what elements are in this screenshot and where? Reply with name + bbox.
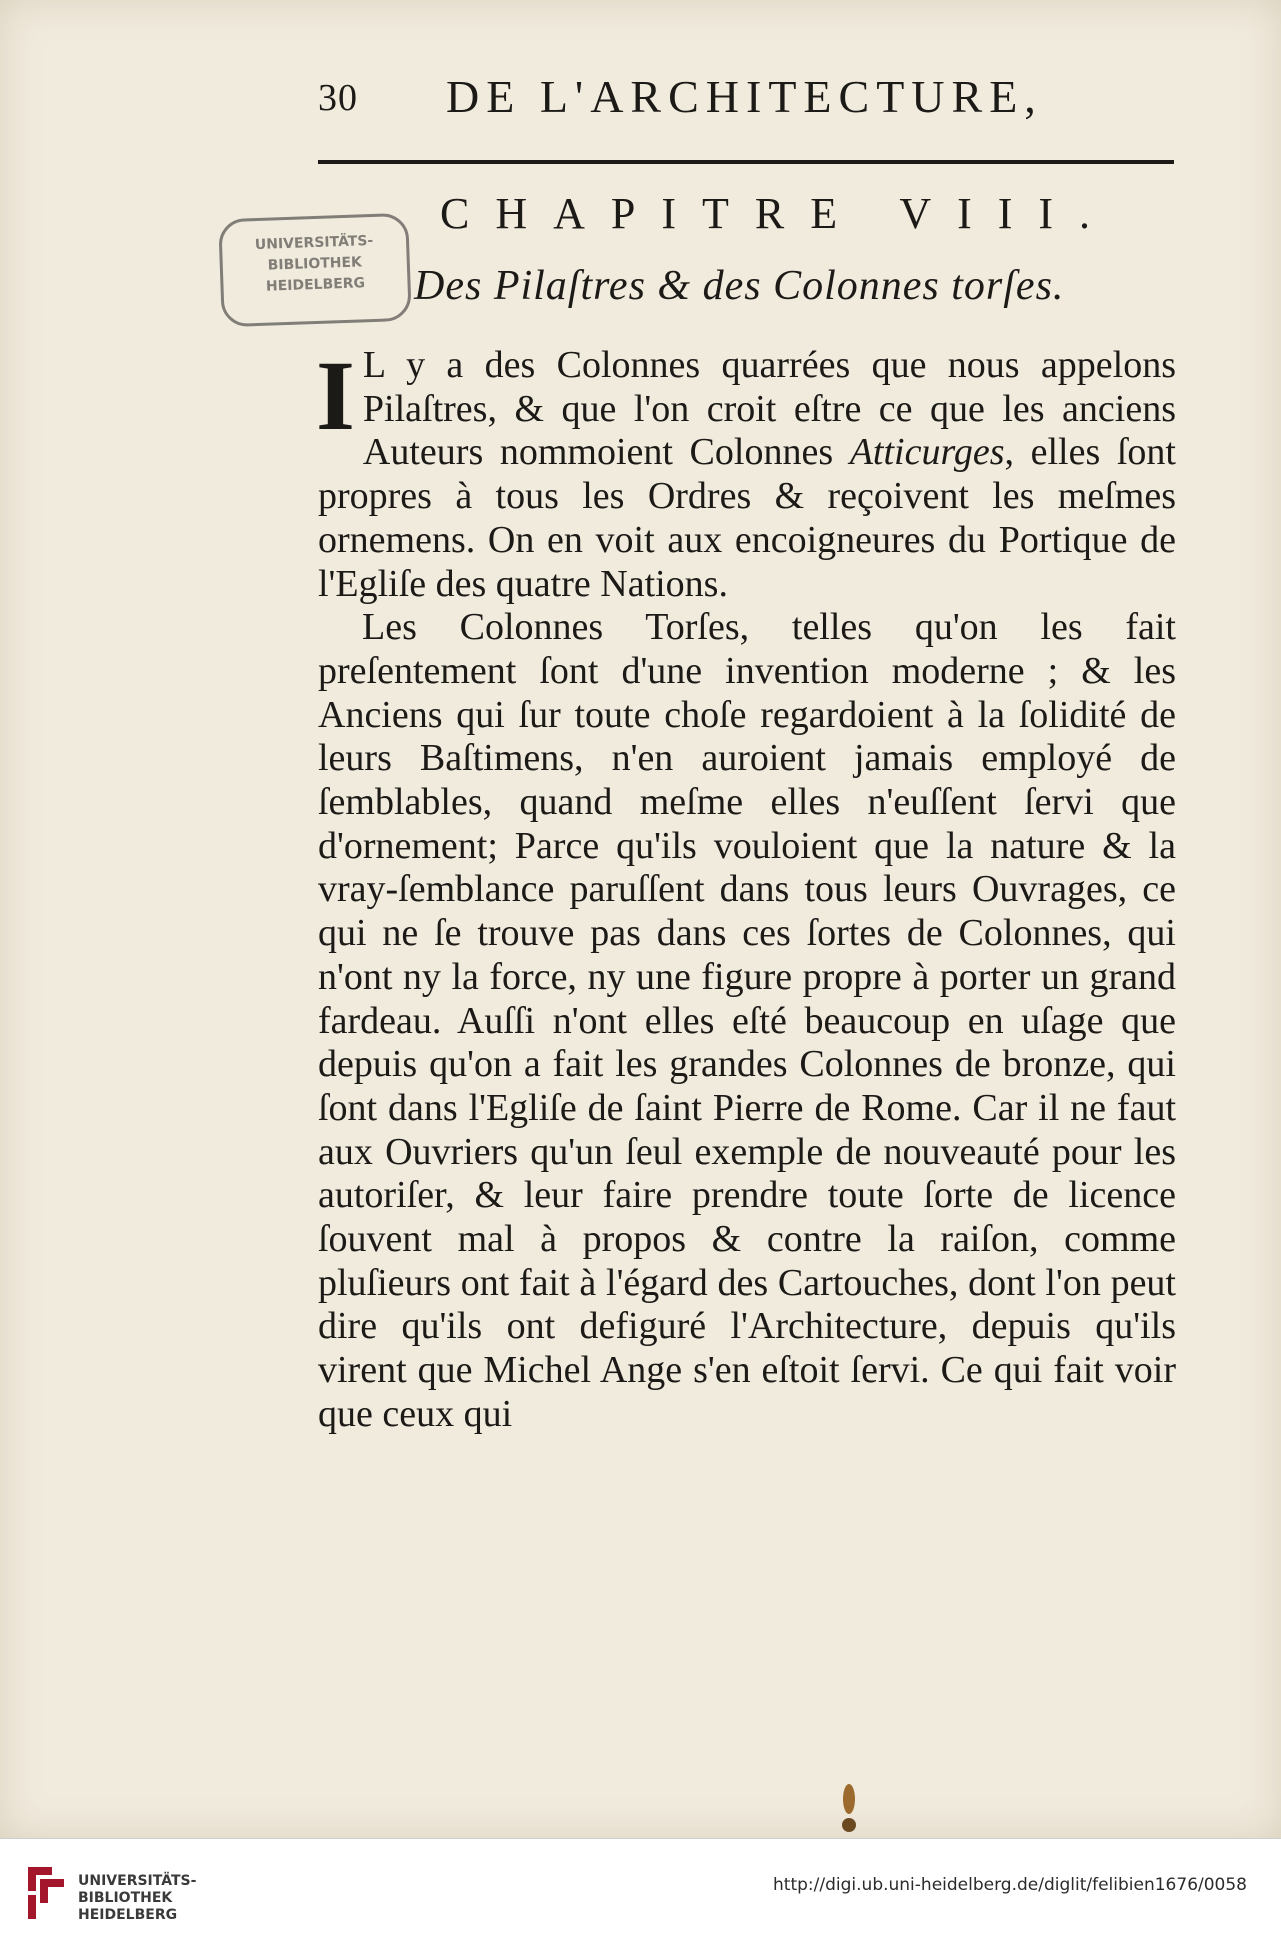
page-number: 30 [318,77,358,119]
paragraph [316,340,1176,606]
header-rule [318,160,1174,164]
permalink-url[interactable]: http://digi.ub.uni-heidelberg.de/diglit/felibien1676/0058 [773,1875,1247,1895]
stamp-line: UNIVERSITÄTS- [254,232,374,254]
institution-line: UNIVERSITÄTS- [78,1873,197,1889]
running-title: DE L'ARCHITECTURE, [446,71,1043,122]
stamp-line: HEIDELBERG [265,275,366,295]
drop-cap: I [316,340,355,451]
viewer-footer [0,1838,1281,1946]
ink-blot [842,1818,856,1832]
chapter-title: CHAPITRE VIII. [440,189,1117,238]
emphasized-term: Atticurges [849,431,1005,474]
paragraph-text: , elles ſont propres à tous les Ordres & reçoivent les meſmes ornemens. On en voit aux encoigneures du Portique de l'Egliſe des quatre Nations. [318,431,1176,605]
ink-mark [840,1784,858,1834]
library-stamp [218,213,412,328]
stamp-line: BIBLIOTHEK [267,254,363,274]
chapter-subtitle: Des Pilaſtres & des Colonnes torſes. [414,263,1065,309]
library-logo-icon [22,1861,70,1925]
institution-line: BIBLIOTHEK [78,1890,173,1906]
institution-name [78,1873,196,1924]
paragraph-text: L y a des Colonnes quarrées que nous appelons Pilaſtres, & que l'on croit eſtre ce que les anciens Auteurs nommoient Colonnes [362,344,1176,474]
paragraph: Les Colonnes Torſes, telles qu'on les fait preſentement ſont d'une invention moderne ; & les Anciens qui ſur toute choſe regardoient à la ſolidité de leurs Baſtimens, n'en auroient jamais employé de ſemblables, quand meſme elles n'euſſent ſervi que d'ornement; Parce qu'ils vouloient que la nature & la vray-ſemblance paruſſent dans tous leurs Ouvrages, ce qui ne ſe trouve pas dans ces ſortes de Colonnes, qui n'ont ny la force, ny une figure propre à porter un grand fardeau. Auſſi n'ont elles eſté beaucoup en uſage que depuis qu'on a fait les grandes Colonnes de bronze, qui ſont dans l'Egliſe de ſaint Pierre de Rome. Car il ne faut aux Ouvriers qu'un ſeul exemple de nouveauté pour les autoriſer, & leur faire prendre toute ſorte de licence ſouvent mal à propos & contre la raiſon, comme pluſieurs ont fait à l'égard des Cartouches, dont l'on peut dire qu'ils ont defiguré l'Architecture, depuis qu'ils virent que Michel Ange s'en eſtoit ſervi. Ce qui fait voir que ceux qui [318,606,1176,1435]
body-text [316,340,1176,1437]
ink-blot [843,1784,855,1814]
institution-line: HEIDELBERG [78,1907,178,1923]
page-header [318,68,1176,128]
